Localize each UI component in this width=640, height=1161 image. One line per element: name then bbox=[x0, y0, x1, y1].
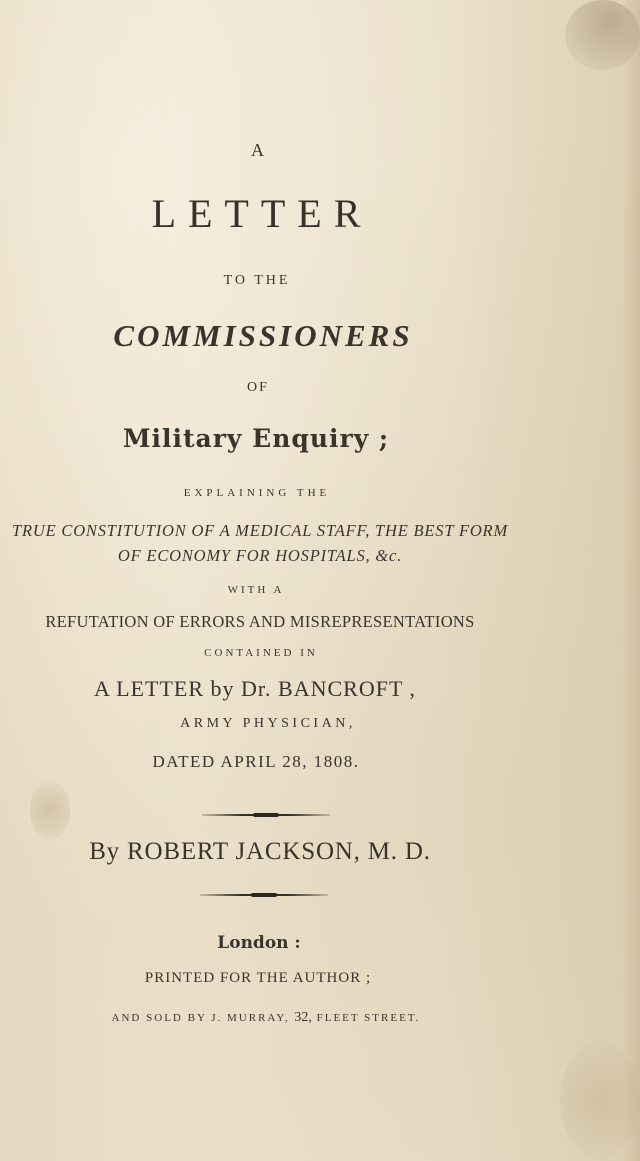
printed-for-line: PRINTED FOR THE AUTHOR ; bbox=[144, 970, 372, 986]
with-a-label: WITH A bbox=[227, 584, 285, 596]
paper-stain bbox=[30, 780, 70, 840]
bancroft-letter-line: A LETTER by Dr. BANCROFT , bbox=[93, 676, 416, 701]
sold-by-line bbox=[0, 1010, 586, 1026]
date-line: DATED APRIL 28, 1808. bbox=[152, 752, 360, 771]
imprint-city: London : bbox=[217, 933, 301, 953]
sold-by-suffix: FLEET STREET. bbox=[316, 1012, 421, 1024]
article-a: A bbox=[251, 140, 265, 160]
military-enquiry-heading: Military Enquiry ; bbox=[122, 424, 390, 453]
paper-stain bbox=[560, 1040, 640, 1160]
sold-by-prefix: AND SOLD BY J. MURRAY, bbox=[111, 1012, 290, 1024]
sold-by-number: 32, bbox=[294, 1010, 312, 1025]
subject-line-2: OF ECONOMY FOR HOSPITALS, &c. bbox=[117, 546, 403, 565]
to-the-label: TO THE bbox=[223, 273, 291, 288]
subject-line-1: TRUE CONSTITUTION OF A MEDICAL STAFF, THE BEST FORM bbox=[12, 521, 508, 540]
refutation-line: REFUTATION OF ERRORS AND MISREPRESENTATIONS bbox=[45, 612, 475, 631]
ornamental-rule bbox=[200, 894, 328, 896]
author-line: By ROBERT JACKSON, M. D. bbox=[89, 838, 431, 865]
of-label: OF bbox=[247, 380, 269, 395]
addressee-heading: COMMISSIONERS bbox=[113, 318, 413, 353]
army-physician-line: ARMY PHYSICIAN, bbox=[180, 716, 356, 731]
explaining-label: EXPLAINING THE bbox=[183, 487, 331, 499]
main-title: LETTER bbox=[151, 191, 373, 236]
contained-in-label: CONTAINED IN bbox=[204, 647, 318, 659]
paper-stain bbox=[565, 0, 640, 70]
ornamental-rule bbox=[202, 814, 330, 816]
